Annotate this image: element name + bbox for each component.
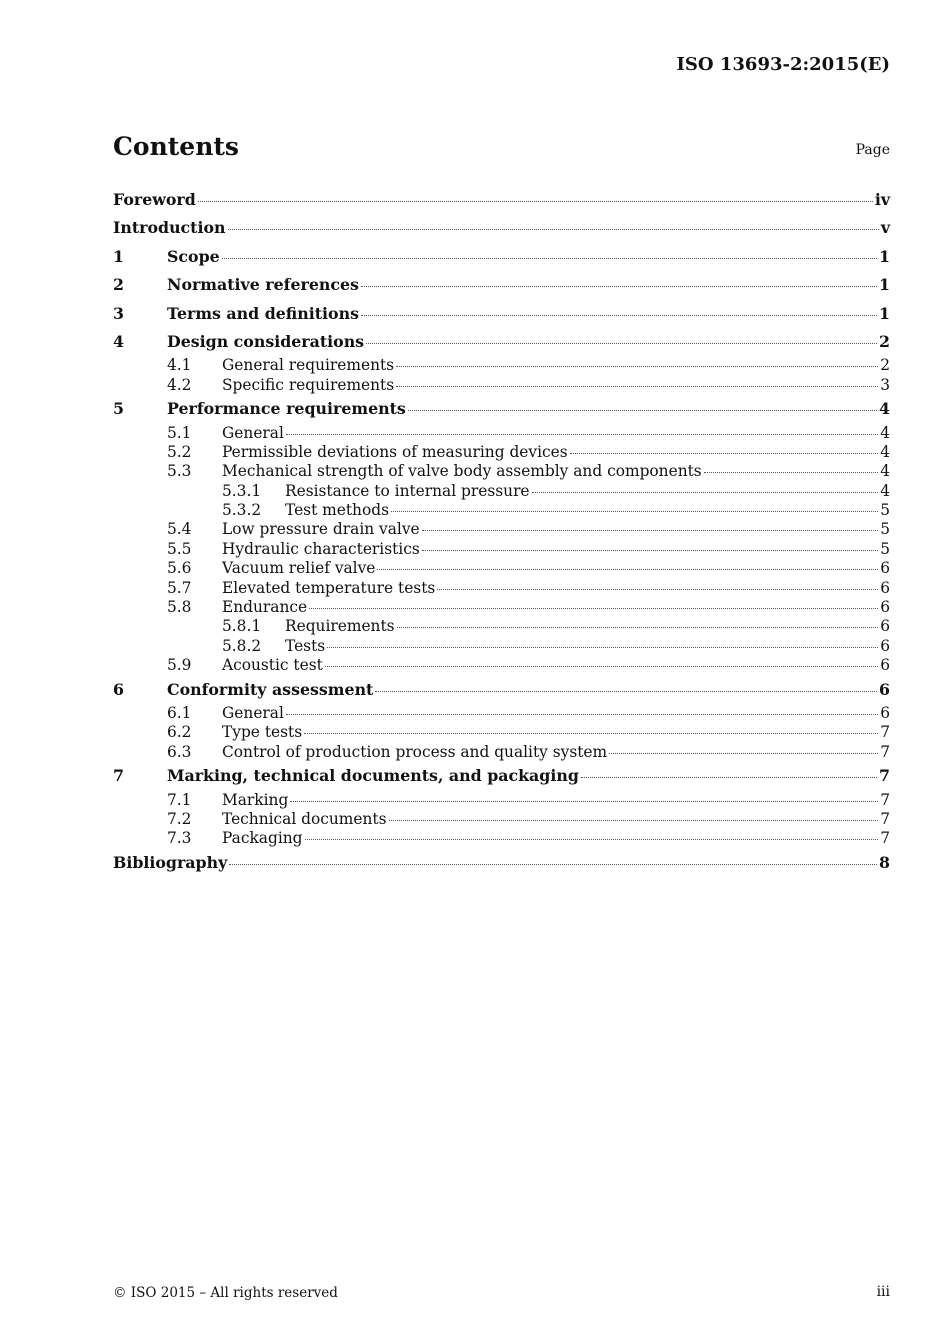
dot-leader	[361, 315, 877, 316]
toc-entry-page: 6	[879, 679, 890, 699]
dot-leader	[581, 777, 877, 778]
toc-entry-number: 6	[113, 679, 124, 699]
toc-entry-number: 6.2	[167, 723, 192, 742]
toc-entry-page: 5	[880, 501, 890, 520]
toc-entry-title: Bibliography	[113, 852, 228, 872]
toc-entry-title: Specific requirements	[222, 375, 395, 394]
dot-leader	[286, 714, 878, 715]
dot-leader	[309, 608, 878, 609]
toc-entry[interactable]	[113, 243, 890, 271]
toc-entry[interactable]	[113, 559, 890, 578]
toc-entry-page: 7	[880, 829, 890, 848]
toc-entry-page: iv	[874, 190, 890, 209]
toc-entry[interactable]	[113, 579, 890, 598]
toc-entry-page: 6	[880, 617, 890, 636]
dot-leader	[286, 434, 878, 435]
toc-entry-title: Endurance	[222, 598, 308, 617]
dot-leader	[304, 733, 878, 734]
dot-leader	[366, 343, 877, 344]
dot-leader	[389, 820, 879, 821]
toc-entry-number: 5.1	[167, 423, 192, 442]
toc-entry-page: 1	[879, 303, 890, 323]
dot-leader	[361, 286, 877, 287]
toc-entry-title: Low pressure drain valve	[222, 520, 420, 539]
toc-entry-page: 4	[880, 462, 890, 481]
toc-entry-page: 2	[879, 331, 890, 351]
toc-entry-title: Packaging	[222, 829, 303, 848]
toc-entry-page: 1	[879, 275, 890, 295]
toc-entry[interactable]	[113, 271, 890, 299]
toc-entry-page: 7	[880, 809, 890, 828]
dot-leader	[305, 839, 879, 840]
toc-entry[interactable]	[113, 501, 890, 520]
toc-entry[interactable]	[113, 356, 890, 375]
toc-entry-number: 7.3	[167, 829, 192, 848]
toc-entry-title: Resistance to internal pressure	[285, 481, 530, 500]
toc-entry-page: 6	[880, 703, 890, 722]
toc-entry-title: Control of production process and quality system	[222, 742, 608, 761]
toc-entry[interactable]	[113, 214, 890, 242]
toc-entry-title: Tests	[285, 636, 326, 655]
toc-entry-page: 1	[879, 246, 890, 266]
toc-entry-number: 5.3.1	[222, 481, 262, 500]
toc-entry[interactable]	[113, 743, 890, 762]
toc-entry[interactable]	[113, 300, 890, 328]
toc-entry-title: Marking	[222, 790, 289, 809]
toc-entry-page: 7	[879, 766, 890, 786]
toc-entry-title: Performance requirements	[167, 399, 406, 419]
toc-entry-title: Acoustic test	[222, 656, 323, 675]
toc-entry[interactable]	[113, 829, 890, 848]
dot-leader	[422, 530, 879, 531]
toc-entry-title: Mechanical strength of valve body assembly and components	[222, 462, 702, 481]
toc-entry[interactable]	[113, 617, 890, 636]
dot-leader	[570, 453, 879, 454]
dot-leader	[375, 691, 877, 692]
toc-entry-number: 5.8.2	[222, 636, 262, 655]
toc-entry[interactable]	[113, 656, 890, 675]
toc-entry-page: 5	[880, 520, 890, 539]
toc-entry-page: 4	[880, 442, 890, 461]
dot-leader	[397, 627, 879, 628]
toc-entry-number: 4.1	[167, 356, 192, 375]
toc-entry-title: Marking, technical documents, and packaging	[167, 766, 579, 786]
toc-entry-title: Test methods	[285, 501, 389, 520]
footer-page-number: iii	[876, 1284, 890, 1300]
footer-copyright: © ISO 2015 – All rights reserved	[113, 1285, 338, 1301]
toc-entry[interactable]	[113, 395, 890, 423]
dot-leader	[437, 589, 878, 590]
toc-entry-number: 1	[113, 246, 124, 266]
toc-entry-page: 3	[880, 375, 890, 394]
toc-entry[interactable]	[113, 482, 890, 501]
dot-leader	[422, 550, 878, 551]
toc-entry-title: Vacuum relief valve	[222, 559, 376, 578]
toc-entry-page: 4	[880, 423, 890, 442]
toc-entry-title: Conformity assessment	[167, 679, 374, 699]
toc-entry-number: 5	[113, 399, 124, 419]
toc-entry-page: 7	[880, 742, 890, 761]
toc-entry-page: 6	[880, 559, 890, 578]
toc-entry[interactable]	[113, 540, 890, 559]
toc-entry-title: Permissible deviations of measuring devices	[222, 442, 568, 461]
toc-entry[interactable]	[113, 376, 890, 395]
toc-entry-number: 7	[113, 766, 124, 786]
toc-entry-title: Normative references	[167, 275, 359, 295]
dot-leader	[396, 386, 878, 387]
toc-entry[interactable]	[113, 520, 890, 539]
toc-entry[interactable]	[113, 723, 890, 742]
toc-entry-title: Introduction	[113, 218, 226, 238]
toc-entry-number: 7.1	[167, 790, 192, 809]
dot-leader	[198, 201, 873, 202]
toc-entry-title: Hydraulic characteristics	[222, 539, 420, 558]
toc-entry-number: 5.3.2	[222, 501, 262, 520]
toc-entry-title: Terms and definitions	[167, 303, 359, 323]
toc-entry-number: 5.8.1	[222, 617, 262, 636]
dot-leader	[325, 666, 878, 667]
dot-leader	[229, 864, 877, 865]
toc-entry-page: 5	[880, 539, 890, 558]
toc-entry-number: 5.9	[167, 656, 192, 675]
toc-entry-page: 7	[880, 790, 890, 809]
toc-entry[interactable]	[113, 849, 890, 877]
toc-entry-title: Scope	[167, 246, 220, 266]
toc-entry-title: Elevated temperature tests	[222, 578, 436, 597]
toc-entry[interactable]	[113, 762, 890, 790]
page-column-label: Page	[855, 142, 890, 158]
dot-leader	[408, 410, 877, 411]
dot-leader	[290, 801, 878, 802]
toc-entry[interactable]	[113, 637, 890, 656]
toc-entry[interactable]	[113, 186, 890, 214]
table-of-contents	[113, 186, 890, 877]
dot-leader	[396, 366, 878, 367]
dot-leader	[327, 647, 878, 648]
toc-entry-number: 6.3	[167, 742, 192, 761]
toc-entry-page: 4	[880, 481, 890, 500]
toc-entry[interactable]	[113, 462, 890, 481]
dot-leader	[222, 258, 877, 259]
toc-entry-number: 5.5	[167, 539, 192, 558]
toc-entry[interactable]	[113, 424, 890, 443]
toc-entry[interactable]	[113, 810, 890, 829]
toc-entry[interactable]	[113, 791, 890, 810]
contents-heading: Contents	[113, 132, 240, 161]
toc-entry-title: General	[222, 703, 284, 722]
toc-entry-page: 6	[880, 636, 890, 655]
dot-leader	[391, 511, 878, 512]
toc-entry-page: v	[880, 218, 890, 238]
toc-entry-page: 4	[879, 399, 890, 419]
toc-entry-number: 4.2	[167, 375, 192, 394]
toc-entry-number: 4	[113, 331, 124, 351]
toc-entry-title: Design considerations	[167, 331, 365, 351]
toc-entry-page: 2	[880, 356, 890, 375]
toc-entry-title: Requirements	[285, 617, 395, 636]
toc-entry-number: 5.8	[167, 598, 192, 617]
toc-entry-page: 6	[880, 656, 890, 675]
dot-leader	[228, 229, 879, 230]
toc-entry-title: Type tests	[222, 723, 303, 742]
toc-entry-number: 2	[113, 275, 124, 295]
toc-entry[interactable]	[113, 676, 890, 704]
toc-entry-number: 6.1	[167, 703, 192, 722]
dot-leader	[377, 569, 878, 570]
toc-entry-title: General requirements	[222, 356, 395, 375]
toc-entry-page: 8	[879, 852, 890, 872]
dot-leader	[704, 472, 879, 473]
dot-leader	[532, 492, 879, 493]
toc-entry-number: 7.2	[167, 809, 192, 828]
toc-entry-page: 7	[880, 723, 890, 742]
toc-entry[interactable]	[113, 598, 890, 617]
toc-entry-title: General	[222, 423, 284, 442]
document-id: ISO 13693-2:2015(E)	[676, 54, 890, 75]
dot-leader	[609, 753, 878, 754]
toc-entry-number: 5.6	[167, 559, 192, 578]
toc-entry-number: 5.7	[167, 578, 192, 597]
toc-entry-page: 6	[880, 578, 890, 597]
toc-entry-number: 3	[113, 303, 124, 323]
toc-entry-title: Technical documents	[222, 809, 387, 828]
toc-entry-page: 6	[880, 598, 890, 617]
toc-entry-number: 5.2	[167, 442, 192, 461]
toc-entry-title: Foreword	[113, 190, 196, 209]
toc-entry-number: 5.3	[167, 462, 192, 481]
toc-entry-number: 5.4	[167, 520, 192, 539]
toc-entry[interactable]	[113, 328, 890, 356]
toc-entry[interactable]	[113, 443, 890, 462]
toc-entry[interactable]	[113, 704, 890, 723]
